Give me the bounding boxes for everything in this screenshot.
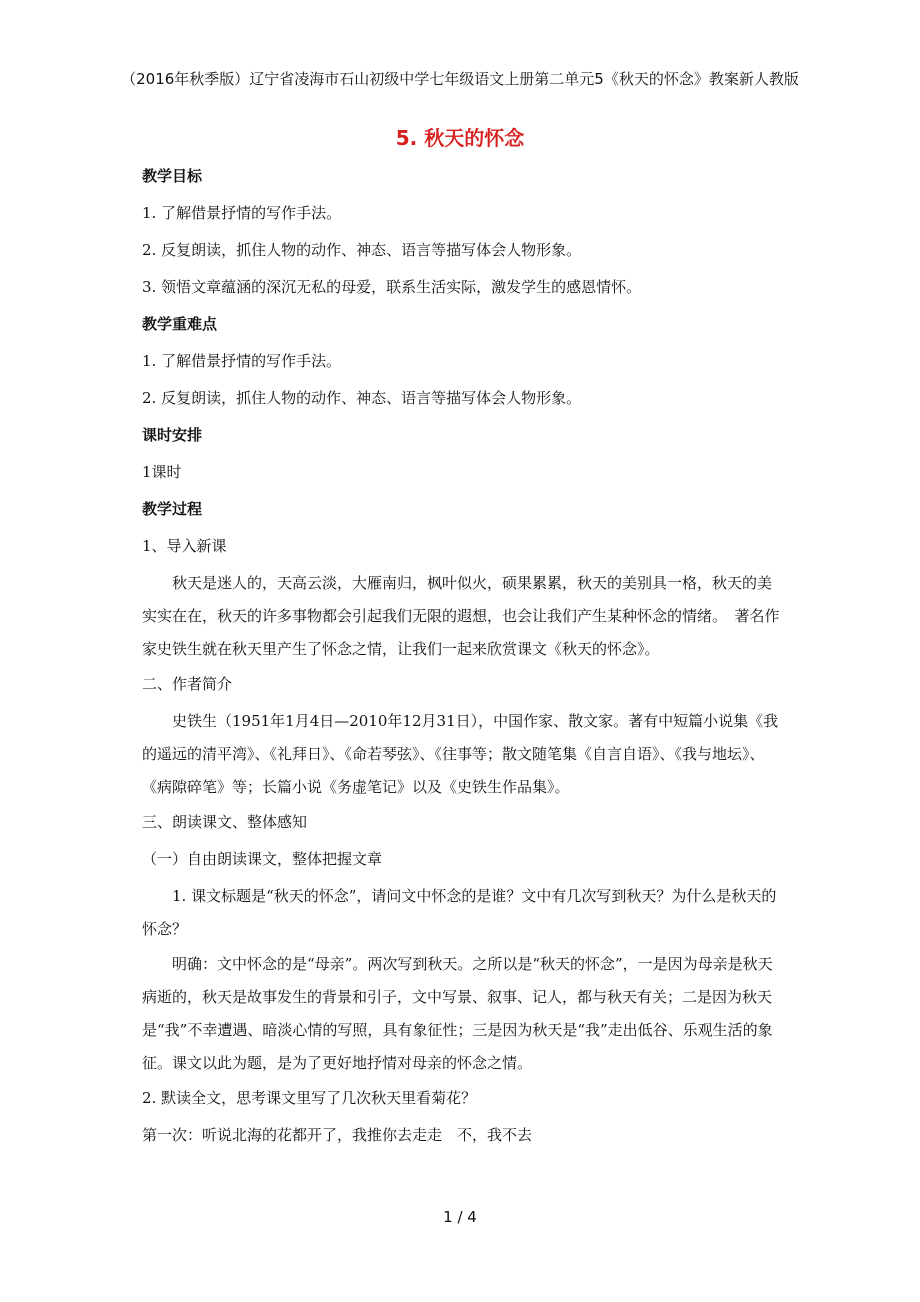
key-point-item-1: 1. 了解借景抒情的写作手法。 (142, 352, 342, 370)
question-2: 2. 默读全文，思考课文里写了几次秋天里看菊花？ (142, 1089, 477, 1107)
step2-title: 二、作者简介 (142, 675, 233, 693)
step1-text: 秋天是迷人的，天高云淡，大雁南归，枫叶似火，硕果累累，秋天的美别具一格，秋天的美实实在在，秋天的许多事物都会引起我们无限的遐想，也会让我们产生某种怀念的情绪。 著名作家史铁生就在秋天里产生了怀念之情，让我们一起来欣赏课文《秋天的怀念》。 (142, 574, 780, 658)
lesson-content (142, 166, 782, 1162)
schedule-heading: 课时安排 (142, 426, 203, 444)
schedule-text: 1课时 (142, 463, 182, 481)
goal-item-2: 2. 反复朗读，抓住人物的动作、神态、语言等描写体会人物形象。 (142, 241, 582, 259)
page-number: 1 / 4 (443, 1208, 477, 1226)
goals-heading: 教学目标 (142, 167, 203, 185)
step3-title: 三、朗读课文、整体感知 (142, 813, 308, 831)
step1-title: 1、导入新课 (142, 537, 227, 555)
step3-subtitle: （一）自由朗读课文，整体把握文章 (142, 850, 383, 868)
answer-2: 第一次：听说北海的花都开了，我推你去走走 不，我不去 (142, 1126, 533, 1144)
answer-1: 明确：文中怀念的是“母亲”。两次写到秋天。之所以是“秋天的怀念”，一是因为母亲是秋天病逝的，秋天是故事发生的背景和引子，文中写景、叙事、记人，都与秋天有关；二是因为秋天是“我”不幸遭遇、暗淡心情的写照，具有象征性；三是因为秋天是“我”走出低谷、乐观生活的象征。课文以此为题，是为了更好地抒情对母亲的怀念之情。 (142, 955, 773, 1072)
step2-text: 史铁生（1951年1月4日—2010年12月31日），中国作家、散文家。著有中短篇小说集《我的遥远的清平湾》、《礼拜日》、《命若琴弦》、《往事等；散文随笔集《自言自语》、《我与地坛》、《病隙碎笔》等；长篇小说《务虚笔记》以及《史铁生作品集》。 (142, 712, 779, 796)
lesson-title: 5. 秋天的怀念 (395, 126, 525, 150)
key-point-item-2: 2. 反复朗读，抓住人物的动作、神态、语言等描写体会人物形象。 (142, 389, 582, 407)
goal-item-3: 3. 领悟文章蕴涵的深沉无私的母爱，联系生活实际，激发学生的感恩情怀。 (142, 278, 642, 296)
key-points-heading: 教学重难点 (142, 315, 218, 333)
document-source-header: （2016年秋季版）辽宁省凌海市石山初级中学七年级语文上册第二单元5《秋天的怀念》教案新人教版 (121, 70, 799, 88)
goal-item-1: 1. 了解借景抒情的写作手法。 (142, 204, 342, 222)
question-1: 1. 课文标题是“秋天的怀念”，请问文中怀念的是谁？文中有几次写到秋天？为什么是秋天的怀念？ (142, 887, 777, 938)
process-heading: 教学过程 (142, 500, 203, 518)
